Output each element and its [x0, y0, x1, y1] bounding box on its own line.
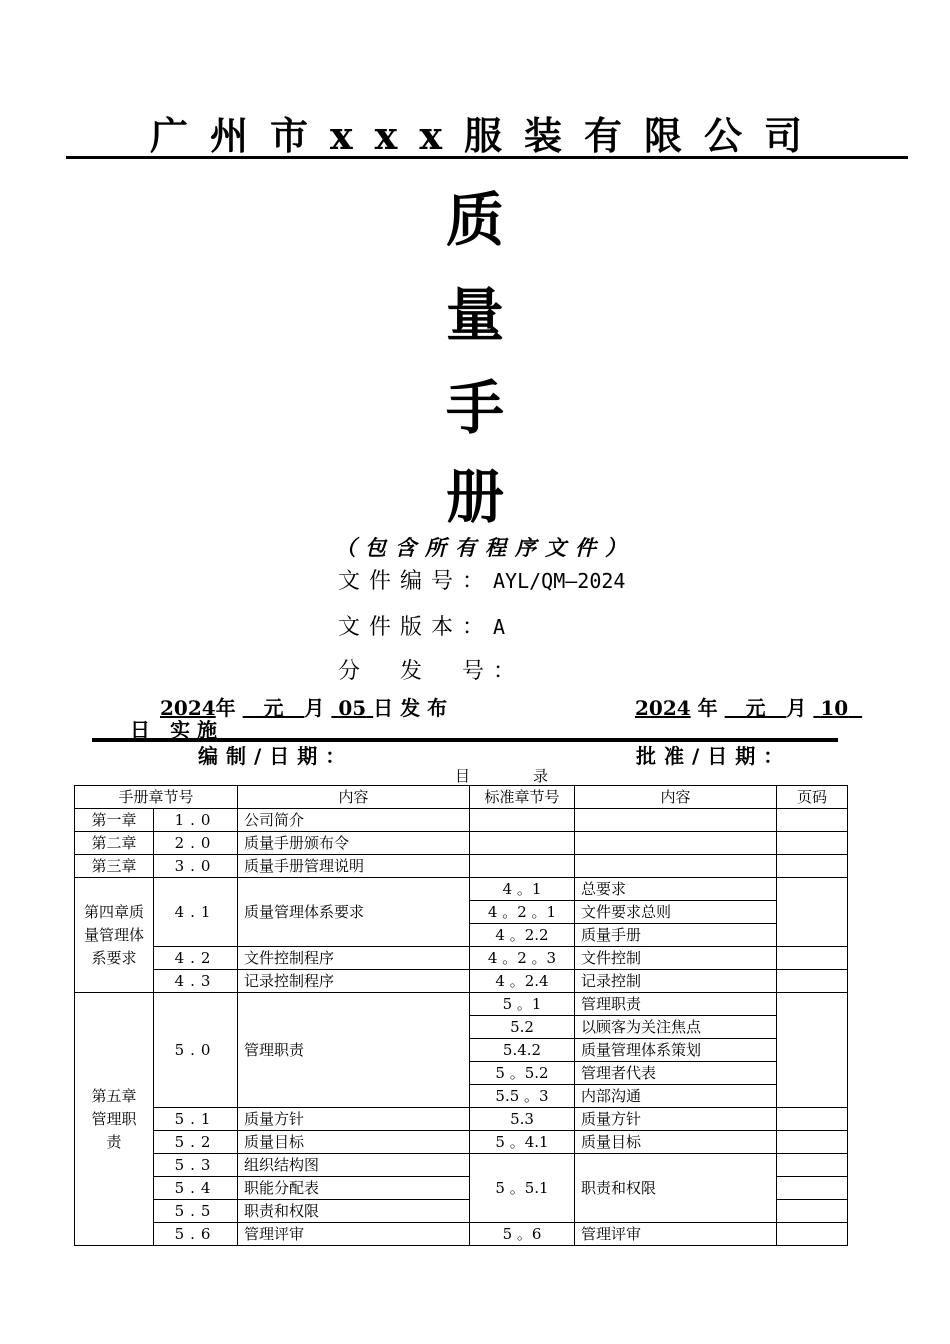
header-page: 页码	[777, 786, 848, 809]
company-name: 广州市xxx服装有限公司	[150, 113, 824, 158]
issue-suffix: 日 发 布	[373, 696, 448, 720]
header-content: 内容	[238, 786, 470, 809]
table-row	[75, 993, 848, 1016]
chapter-cell: 第一章	[75, 809, 154, 832]
header-manual-section: 手册章节号	[75, 786, 238, 809]
section-content: 质量方针	[238, 1108, 470, 1131]
table-row	[75, 809, 848, 832]
standard-content: 管理者代表	[575, 1062, 777, 1085]
section-content: 职责和权限	[238, 1200, 470, 1223]
table-row	[75, 1131, 848, 1154]
chapter-cell: 第五章管理职责	[75, 993, 154, 1246]
approved-by-label: 批准/日期：	[636, 744, 792, 768]
header-standard-section: 标准章节号	[470, 786, 575, 809]
page-cell	[777, 947, 848, 970]
impl-suffix: 日 实 施	[130, 718, 217, 742]
section-number: 5.0	[154, 993, 238, 1108]
chapter-cell: 第四章质量管理体系要求	[75, 878, 154, 993]
standard-number: 5 。4.1	[470, 1131, 575, 1154]
doc-number-row	[338, 566, 625, 597]
standard-content	[575, 855, 777, 878]
standard-number: 5 。6	[470, 1223, 575, 1246]
table-row	[75, 878, 848, 901]
impl-year: 2024	[635, 696, 691, 720]
standard-number: 5.4.2	[470, 1039, 575, 1062]
section-number: 2.0	[154, 832, 238, 855]
section-number: 5.1	[154, 1108, 238, 1131]
standard-content: 质量手册	[575, 924, 777, 947]
standard-content: 记录控制	[575, 970, 777, 993]
page-cell	[777, 832, 848, 855]
page-cell	[777, 1223, 848, 1246]
section-content: 管理评审	[238, 1223, 470, 1246]
title-char-2: 量	[445, 281, 504, 349]
standard-content: 总要求	[575, 878, 777, 901]
issue-month-unit: 月	[304, 696, 325, 720]
title-char-1: 质	[445, 186, 504, 254]
title-char-3: 手	[445, 374, 504, 442]
issue-month: 元	[263, 696, 284, 720]
standard-number: 5.3	[470, 1108, 575, 1131]
subtitle: （包含所有程序文件）	[335, 535, 635, 560]
distribution-label: 分 发 号：	[338, 659, 525, 684]
page-cell	[777, 1108, 848, 1131]
impl-month: 元	[745, 696, 766, 720]
standard-number: 5 。5.1	[470, 1154, 575, 1223]
page-cell	[777, 970, 848, 993]
section-number: 3.0	[154, 855, 238, 878]
section-number: 5.3	[154, 1154, 238, 1177]
standard-content: 质量管理体系策划	[575, 1039, 777, 1062]
section-number: 4.3	[154, 970, 238, 993]
standard-number: 5 。1	[470, 993, 575, 1016]
header-standard-content: 内容	[575, 786, 777, 809]
standard-content	[575, 809, 777, 832]
page-cell	[777, 855, 848, 878]
page-cell	[777, 1131, 848, 1154]
doc-version-label: 文件版本：	[338, 615, 494, 640]
section-content: 管理职责	[238, 993, 470, 1108]
title-char-4: 册	[445, 463, 504, 531]
doc-version-value: A	[493, 615, 506, 639]
standard-content: 管理职责	[575, 993, 777, 1016]
standard-number: 4 。2 。3	[470, 947, 575, 970]
issue-day: 05	[338, 696, 367, 720]
table-row	[75, 855, 848, 878]
table-row	[75, 832, 848, 855]
standard-number: 4 。2 。1	[470, 901, 575, 924]
distribution-row	[338, 657, 524, 687]
page-cell	[777, 878, 848, 947]
section-number: 1.0	[154, 809, 238, 832]
standard-number: 5.5 。3	[470, 1085, 575, 1108]
section-content: 职能分配表	[238, 1177, 470, 1200]
toc-title: 目 录	[455, 767, 573, 785]
section-content: 组织结构图	[238, 1154, 470, 1177]
issue-date	[160, 696, 447, 720]
implementation-date	[635, 696, 862, 720]
chapter-cell: 第三章	[75, 855, 154, 878]
impl-day: 10	[820, 696, 849, 720]
toc-table	[74, 785, 848, 1246]
chapter-cell: 第二章	[75, 832, 154, 855]
page-cell	[777, 1177, 848, 1200]
section-content: 文件控制程序	[238, 947, 470, 970]
section-number: 4.1	[154, 878, 238, 947]
page-cell	[777, 1200, 848, 1223]
prepared-by-label: 编制/日期：	[198, 744, 354, 768]
doc-number-value: AYL/QM—2024	[493, 569, 626, 593]
doc-number-label: 文件编号：	[338, 569, 494, 594]
section-content: 记录控制程序	[238, 970, 470, 993]
page-cell	[777, 993, 848, 1108]
page-cell	[777, 809, 848, 832]
standard-number	[470, 855, 575, 878]
table-row	[75, 947, 848, 970]
impl-year-unit: 年	[697, 696, 718, 720]
doc-version-row	[338, 612, 505, 643]
standard-number: 5 。5.2	[470, 1062, 575, 1085]
section-number: 5.2	[154, 1131, 238, 1154]
section-content: 公司简介	[238, 809, 470, 832]
table-row	[75, 1223, 848, 1246]
standard-content: 质量目标	[575, 1131, 777, 1154]
section-number: 5.4	[154, 1177, 238, 1200]
section-number: 5.6	[154, 1223, 238, 1246]
standard-number: 4 。2.2	[470, 924, 575, 947]
issue-year: 2024	[160, 696, 216, 720]
impl-month-unit: 月	[786, 696, 807, 720]
toc-header-row	[75, 786, 848, 809]
standard-number: 5.2	[470, 1016, 575, 1039]
standard-content: 文件控制	[575, 947, 777, 970]
section-content: 质量目标	[238, 1131, 470, 1154]
section-number: 4.2	[154, 947, 238, 970]
standard-content: 管理评审	[575, 1223, 777, 1246]
standard-number: 4 。1	[470, 878, 575, 901]
standard-number	[470, 832, 575, 855]
standard-content: 质量方针	[575, 1108, 777, 1131]
section-content: 质量管理体系要求	[238, 878, 470, 947]
section-number: 5.5	[154, 1200, 238, 1223]
table-row	[75, 970, 848, 993]
standard-content: 职责和权限	[575, 1154, 777, 1223]
standard-content: 内部沟通	[575, 1085, 777, 1108]
company-underline	[66, 156, 908, 159]
standard-content: 文件要求总则	[575, 901, 777, 924]
page-cell	[777, 1154, 848, 1177]
standard-number: 4 。2.4	[470, 970, 575, 993]
section-content: 质量手册颁布令	[238, 832, 470, 855]
section-content: 质量手册管理说明	[238, 855, 470, 878]
standard-number	[470, 809, 575, 832]
table-row	[75, 1154, 848, 1177]
table-row	[75, 1108, 848, 1131]
issue-year-unit: 年	[215, 696, 236, 720]
standard-content	[575, 832, 777, 855]
standard-content: 以顾客为关注焦点	[575, 1016, 777, 1039]
